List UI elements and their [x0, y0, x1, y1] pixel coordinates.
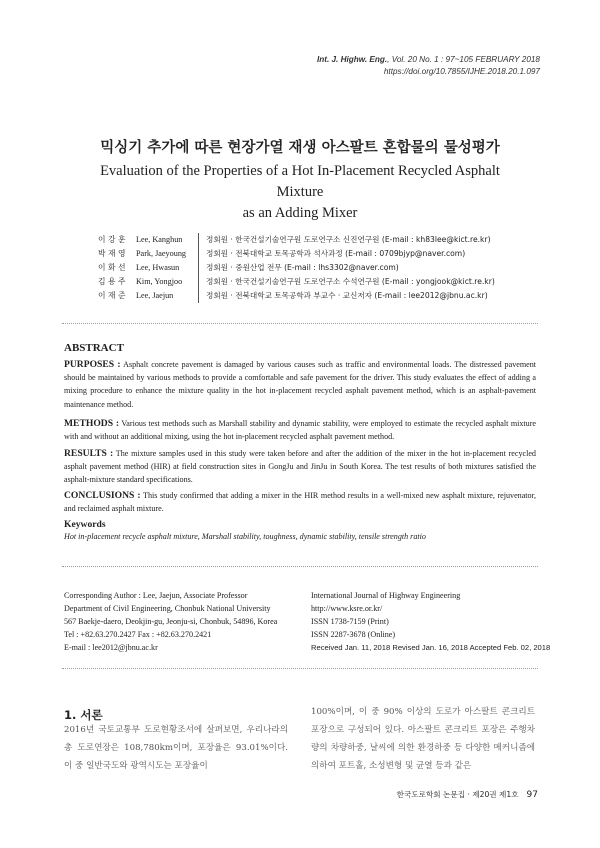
author-name-en: Park, Jaeyoung [136, 249, 187, 258]
author-affiliation: 정회원 · 전북대학교 토목공학과 석사과정 (E-mail : 0709bjyp@naver.com) [198, 247, 465, 261]
footer-journal: 한국도로학회 논문집 · 제20권 제1호 [396, 790, 519, 799]
issn-print: ISSN 1738-7159 (Print) [311, 617, 389, 627]
results-label: RESULTS : [64, 448, 114, 459]
author-row [98, 289, 495, 303]
abstract-results [64, 447, 536, 487]
author-list [98, 233, 495, 303]
title-english-line1: Evaluation of the Properties of a Hot In-Placement Recycled Asphalt Mixture [100, 163, 500, 200]
author-name-en: Lee, Hwasun [136, 263, 180, 272]
corr-line: Corresponding Author : Lee, Jaejun, Associate Professor [64, 591, 248, 600]
author-name-en: Lee, Kanghun [136, 235, 183, 244]
title-english-line2: as an Adding Mixer [242, 205, 358, 221]
author-row [98, 247, 495, 261]
divider [62, 668, 538, 669]
issn-online: ISSN 2287-3678 (Online) [311, 630, 396, 640]
author-name-en: Kim, Yongjoo [136, 277, 183, 286]
body-column-left: 2016년 국토교통부 도로현황조서에 살펴보면, 우리나라의 총 도로연장은 108,780km이며, 포장율은 93.01%이다. 이 중 일반국도와 광역시도는 포장율이 [64, 725, 288, 771]
author-row [98, 233, 495, 247]
journal-name: International Journal of Highway Engineering [311, 591, 461, 600]
methods-label: METHODS : [64, 418, 120, 429]
journal-info-block [311, 589, 550, 654]
page-number: 97 [526, 790, 538, 800]
keywords-text: Hot in-placement recycle asphalt mixture, Marshall stability, toughness, dynamic stability, tensile strength ratio [64, 532, 426, 541]
corr-line: 567 Baekje-daero, Deokjin-gu, Jeonju-si, Chonbuk, 54896, Korea [64, 617, 278, 627]
section-title: 1. 서론 [64, 708, 103, 722]
abstract-methods [64, 417, 536, 443]
divider [62, 566, 538, 567]
author-name-en: Lee, Jaejun [136, 291, 174, 300]
received-dates: Received Jan. 11, 2018 Revised Jan. 16, 2018 Accepted Feb. 02, 2018 [311, 643, 551, 653]
divider [62, 323, 538, 324]
purposes-text: Asphalt concrete pavement is damaged by various causes such as traffic and environmental loads. The distressed pavement should be maintained by various methods to provide a comfortable and safe pavement for the driver. This study evaluates the effect of adding a mixing procedure to enhance the mixture quality in the hot in-placement recycled asphalt pavement method, which is an asphalt-pavement maintenance method. [64, 360, 537, 409]
title-korean: 믹싱기 추가에 따른 현장가열 재생 아스팔트 혼합물의 물성평가 [100, 140, 500, 156]
author-name-kr: 이 재 준 [98, 291, 126, 300]
author-name-kr: 이 강 훈 [98, 235, 126, 244]
corr-email: E-mail : lee2012@jbnu.ac.kr [64, 643, 158, 653]
body-column-right: 100%이며, 이 중 90% 이상의 도로가 아스팔트 콘크리트 포장으로 구성되어 있다. 아스팔트 콘크리트 포장은 주행차량의 차량하중, 날씨에 의한 환경하중 등 다양한 메커니즘에 의하여 포트홀, 소성변형 및 균열 등과 같은 [311, 707, 535, 771]
journal-citation: Int. J. Highw. Eng., Vol. 20 No. 1 : 97~105 FEBRUARY 2018 [316, 55, 540, 64]
page-footer [397, 789, 538, 800]
author-affiliation: 정회원 · 한국건설기술연구원 도로연구소 신진연구원 (E-mail : kh83lee@kict.re.kr) [198, 233, 491, 247]
title-english [80, 161, 520, 224]
author-affiliation: 정회원 · 중원산업 전무 (E-mail : lhs3302@naver.com) [198, 261, 399, 275]
purposes-label: PURPOSES : [64, 359, 121, 370]
corr-line: Tel : +82.63.270.2427 Fax : +82.63.270.2421 [64, 630, 212, 640]
author-name-kr: 김 용 주 [98, 277, 126, 286]
results-text: The mixture samples used in this study were taken before and after the addition of the mixer in the hot in-placement recycled asphalt pavement method (HIR) at field construction sites in GongJu and JinJu in South Korea. The test results of both mixtures satisfied the asphalt-mixture standard specifications. [64, 449, 536, 485]
methods-text: Various test methods such as Marshall stability and dynamic stability, were employed to estimate the recycled asphalt mixture with and without an additional mixing, using the hot in-placement recycled asphalt pavement method. [64, 419, 536, 442]
conclusions-label: CONCLUSIONS : [64, 490, 141, 501]
author-row [98, 261, 495, 275]
abstract-heading: ABSTRACT [64, 342, 124, 354]
abstract-purposes [64, 358, 536, 411]
journal-url[interactable]: http://www.ksre.or.kr/ [311, 604, 383, 614]
author-row [98, 275, 495, 289]
journal-header [317, 54, 540, 78]
conclusions-text: This study confirmed that adding a mixer in the HIR method results in a well-mixed new asphalt mixture, rejuvenator, and reclaimed asphalt mixture. [64, 491, 536, 514]
corresponding-author-block [64, 589, 277, 654]
abstract-conclusions [64, 489, 536, 515]
author-name-kr: 박 재 영 [98, 249, 126, 258]
author-name-kr: 이 화 선 [98, 263, 126, 272]
keywords-heading: Keywords [64, 519, 106, 530]
doi-link[interactable]: https://doi.org/10.7855/IJHE.2018.20.1.097 [383, 67, 540, 76]
corr-line: Department of Civil Engineering, Chonbuk National University [64, 604, 271, 614]
author-affiliation: 정회원 · 전북대학교 토목공학과 부교수 · 교신저자 (E-mail : lee2012@jbnu.ac.kr) [198, 289, 488, 303]
author-affiliation: 정회원 · 한국건설기술연구원 도로연구소 수석연구원 (E-mail : yongjook@kict.re.kr) [198, 275, 495, 289]
